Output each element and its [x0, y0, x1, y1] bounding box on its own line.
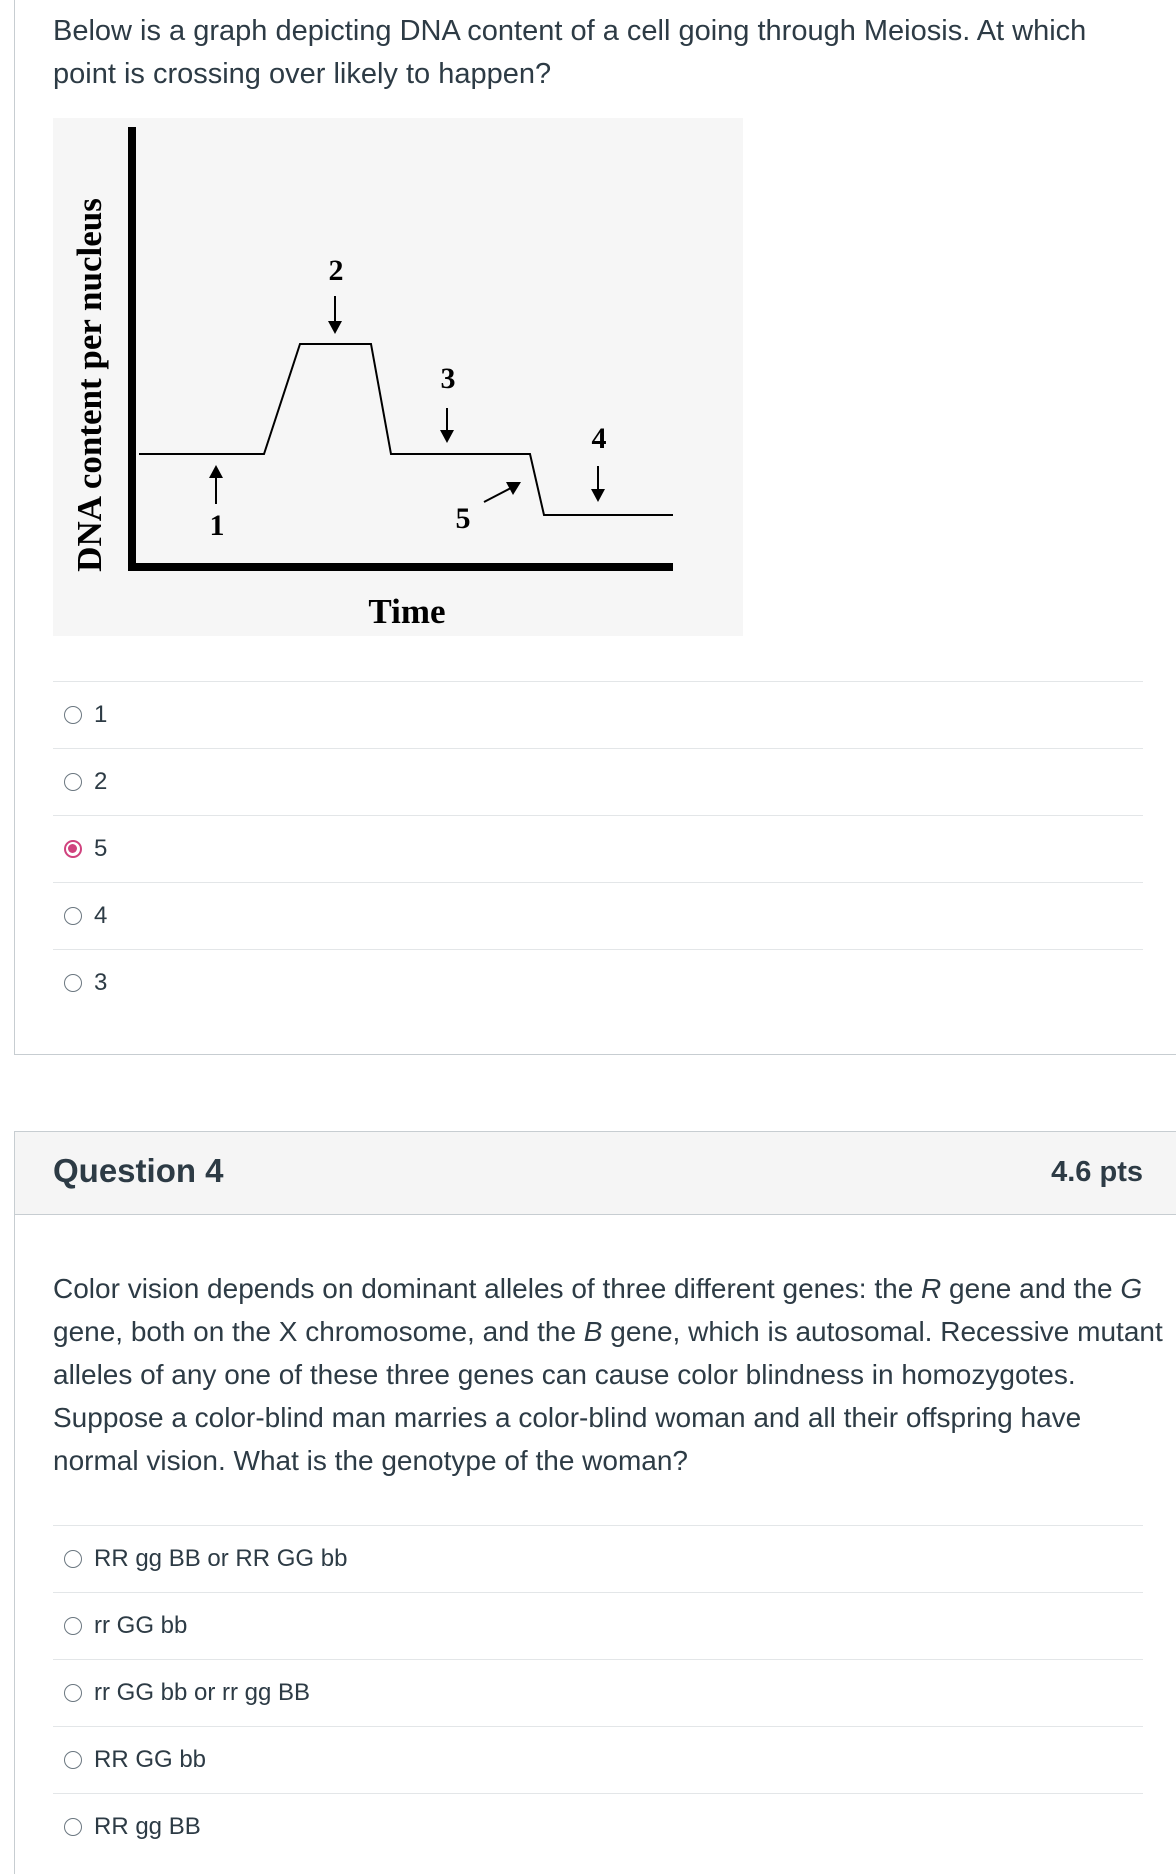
prompt-text: gene, which is autosomal. Recessive mutant alleles of any one of these three genes can cause color blindness in homozygotes. Suppose a color-blind man marries a color-blind woman and all their offspring have normal vision. What is the genotype of the woman?: [53, 1316, 1163, 1476]
answer-option[interactable]: [53, 949, 1143, 1016]
answer-label: 5: [94, 835, 108, 862]
answer-label: RR GG bb: [94, 1746, 207, 1773]
answer-option[interactable]: [53, 1659, 1143, 1726]
gene-b: B: [583, 1316, 603, 1347]
question-4-body: [14, 1215, 1176, 1874]
radio-button[interactable]: [64, 706, 82, 724]
point-label-3: 3: [440, 362, 456, 395]
answer-label: rr GG bb: [94, 1612, 188, 1639]
question-title: Question 4: [53, 1152, 224, 1189]
radio-button[interactable]: [64, 974, 82, 992]
radio-button[interactable]: [64, 773, 82, 791]
question-3-answers: [53, 681, 1143, 1016]
answer-label: rr GG bb or rr gg BB: [94, 1679, 311, 1706]
radio-button[interactable]: [64, 1684, 82, 1702]
radio-button[interactable]: [64, 1550, 82, 1568]
question-3-card: [14, 0, 1176, 1055]
question-4-header: [14, 1131, 1176, 1215]
arrow-1-head: [209, 465, 223, 478]
answer-option[interactable]: [53, 681, 1143, 748]
answer-option[interactable]: [53, 1592, 1143, 1659]
question-3-prompt: Below is a graph depicting DNA content of a cell going through Meiosis. At which point is crossing over likely to happen?: [53, 15, 1087, 90]
answer-option[interactable]: [53, 1726, 1143, 1793]
radio-button-selected[interactable]: [64, 840, 82, 858]
radio-button[interactable]: [64, 907, 82, 925]
x-axis-label: Time: [368, 592, 446, 631]
gene-g: G: [1120, 1273, 1143, 1304]
answer-option[interactable]: [53, 748, 1143, 815]
question-4-answers: [53, 1525, 1143, 1860]
answer-label: 1: [94, 701, 108, 728]
arrow-3-head: [440, 430, 454, 443]
answer-label: RR gg BB: [94, 1813, 201, 1840]
radio-button[interactable]: [64, 1751, 82, 1769]
point-label-2: 2: [328, 254, 344, 287]
arrow-5-line: [484, 488, 511, 502]
y-axis-label: DNA content per nucleus: [70, 198, 109, 572]
point-label-5: 5: [455, 502, 471, 535]
question-4-prompt: [53, 1267, 1163, 1482]
gene-r: R: [921, 1273, 942, 1304]
radio-button[interactable]: [64, 1818, 82, 1836]
prompt-text: gene, both on the X chromosome, and the: [53, 1316, 584, 1347]
meiosis-graph-svg: [53, 118, 743, 636]
radio-button[interactable]: [64, 1617, 82, 1635]
point-label-4: 4: [591, 422, 607, 455]
dna-content-graph: [53, 118, 743, 636]
answer-option[interactable]: [53, 1525, 1143, 1592]
arrow-2-head: [328, 321, 342, 334]
question-points: 4.6 pts: [1051, 1156, 1143, 1188]
answer-label: RR gg BB or RR GG bb: [94, 1545, 348, 1572]
answer-option-selected[interactable]: [53, 815, 1143, 882]
answer-option[interactable]: [53, 882, 1143, 949]
answer-option[interactable]: [53, 1793, 1143, 1860]
answer-label: 3: [94, 969, 108, 996]
answer-label: 2: [94, 768, 108, 795]
prompt-text: Color vision depends on dominant alleles of three different genes: the: [53, 1273, 922, 1304]
point-label-1: 1: [209, 509, 225, 542]
prompt-text: gene and the: [941, 1273, 1121, 1304]
arrow-4-head: [591, 489, 605, 502]
answer-label: 4: [94, 902, 108, 929]
